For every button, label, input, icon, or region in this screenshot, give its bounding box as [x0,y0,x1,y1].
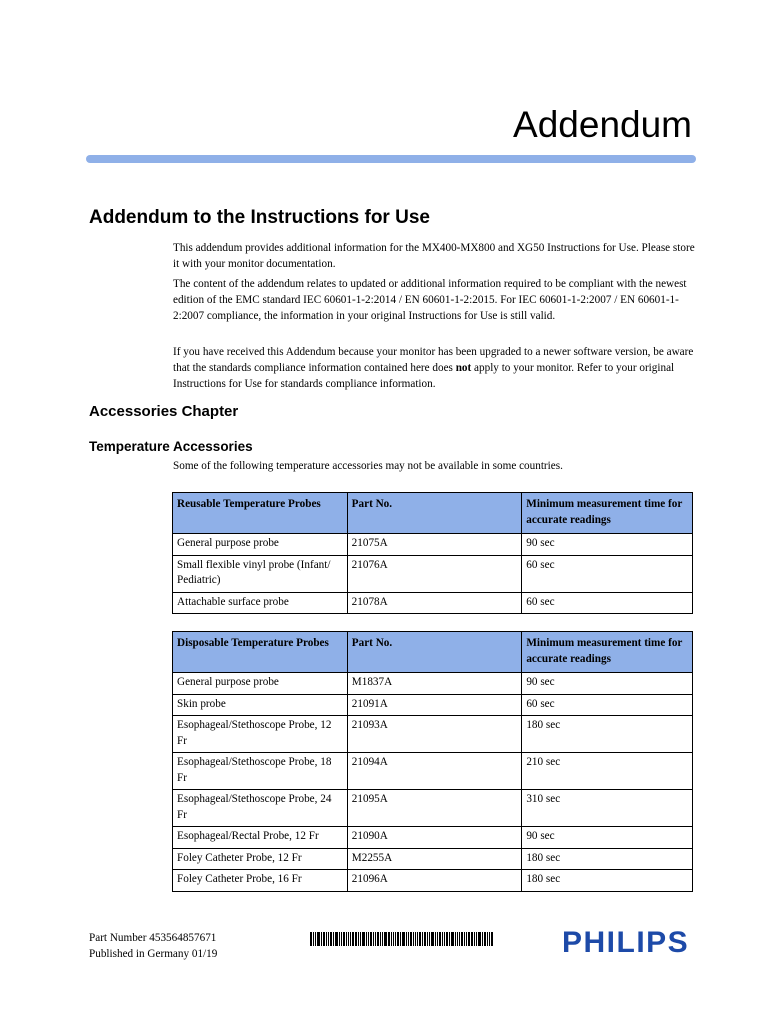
barcode-bar [449,932,450,946]
intro-paragraph-1: This addendum provides additional information for the MX400-MX800 and XG50 Instructions for Use. Please store it with your monitor documentation. [173,242,695,270]
barcode-bar [339,932,340,946]
barcode-bar [417,932,418,946]
barcode-bar [435,932,436,946]
barcode-bar [382,932,383,946]
barcode-bar [310,932,312,946]
barcode-bar [333,932,334,946]
barcode-bar [362,932,365,946]
subsection-heading: Temperature Accessories [89,439,253,454]
table-cell: 21076A [347,555,522,592]
barcode-bar [328,932,329,946]
barcode-bar [446,932,448,946]
barcode-bar [380,932,381,946]
barcode-bar [427,932,428,946]
table-header-cell: Reusable Temperature Probes [173,493,348,534]
barcode-bar [408,932,409,946]
barcode-bar [478,932,481,946]
table-cell: General purpose probe [173,534,348,556]
intro-paragraph-3-after: apply to your monitor. Refer to your original Instructions for Use for standards compliance information. [173,362,675,390]
table-row [173,870,693,892]
table-cell: Attachable surface probe [173,592,348,614]
barcode-bar [350,932,351,946]
table-cell: 21091A [347,694,522,716]
table-cell: 90 sec [522,534,693,556]
disposable-probes-table [172,631,693,892]
table-cell: 21090A [347,827,522,849]
barcode-bar [410,932,412,946]
barcode-bar [360,932,361,946]
table-cell: M1837A [347,673,522,695]
table-cell: 21096A [347,870,522,892]
page-title: Addendum [513,104,692,145]
table-header-cell: Part No. [347,493,522,534]
barcode-bar [444,932,445,946]
chapter-heading: Accessories Chapter [89,403,239,420]
barcode-bar [321,932,322,946]
table-cell: Esophageal/Stethoscope Probe, 24 Fr [173,790,348,827]
availability-note: Some of the following temperature accessories may not be available in some countries. [173,460,563,472]
table-cell: 21093A [347,716,522,753]
table-header-cell: Minimum measurement time for accurate readings [522,493,693,534]
barcode-bar [402,932,405,946]
section-heading: Addendum to the Instructions for Use [89,207,430,228]
barcode-bar [461,932,463,946]
barcode-bar [419,932,421,946]
table-cell: Foley Catheter Probe, 16 Fr [173,870,348,892]
barcode-bar [355,932,357,946]
barcode-bar [368,932,369,946]
table-cell: Esophageal/Stethoscope Probe, 18 Fr [173,753,348,790]
part-number: Part Number 453564857671 [89,932,217,944]
table-cell: 180 sec [522,848,693,870]
barcode-bar [313,932,314,946]
table-cell: 90 sec [522,827,693,849]
barcode-bar [415,932,416,946]
table-row [173,827,693,849]
barcode-bar [341,932,342,946]
title-divider [86,155,696,163]
table-cell: Skin probe [173,694,348,716]
barcode-bar [346,932,347,946]
intro-paragraph-3 [173,344,695,392]
barcode-bar [397,932,399,946]
table-row [173,716,693,753]
barcode-bar [424,932,426,946]
barcode-bar [384,932,387,946]
table-row [173,790,693,827]
published-info: Published in Germany 01/19 [89,948,218,960]
table-cell: Foley Catheter Probe, 12 Fr [173,848,348,870]
barcode-bar [393,932,394,946]
table-cell: 310 sec [522,790,693,827]
barcode-bar [395,932,396,946]
table-cell: 180 sec [522,870,693,892]
barcode-bar [476,932,477,946]
table-cell: 60 sec [522,555,693,592]
table-header-cell: Minimum measurement time for accurate readings [522,632,693,673]
table-cell: 21094A [347,753,522,790]
barcode-bar [468,932,470,946]
barcode-bar [487,932,488,946]
intro-paragraph-3-emphasis: not [455,362,472,374]
barcode-bar [343,932,345,946]
table-cell: 21075A [347,534,522,556]
barcode-bar [373,932,374,946]
table-row [173,592,693,614]
barcode-bar [471,932,473,946]
barcode-bar [330,932,332,946]
table-cell: 210 sec [522,753,693,790]
barcode-bar [455,932,456,946]
barcode-bar [431,932,434,946]
table-row [173,694,693,716]
barcode-bar [442,932,443,946]
barcode-bar [377,932,379,946]
barcode-bar [366,932,367,946]
barcode-bar [315,932,316,946]
table-row [173,673,693,695]
barcode-bar [358,932,359,946]
table-cell: M2255A [347,848,522,870]
barcode-bar [348,932,349,946]
table-cell: General purpose probe [173,673,348,695]
barcode-bar [400,932,401,946]
table-cell: 21095A [347,790,522,827]
barcode-bar [352,932,354,946]
barcode-bar [437,932,438,946]
barcode-bar [326,932,327,946]
barcode-bar [422,932,423,946]
barcode-bar [474,932,475,946]
barcode-bar [370,932,372,946]
table-header-cell: Disposable Temperature Probes [173,632,348,673]
barcode-bar [375,932,376,946]
barcode-bar [317,932,320,946]
table-cell: 60 sec [522,694,693,716]
table-cell: 90 sec [522,673,693,695]
barcode-bar [491,932,493,946]
barcode-bar [451,932,454,946]
barcode-bar [459,932,460,946]
table-header-cell: Part No. [347,632,522,673]
barcode-bar [439,932,441,946]
barcode-bar [489,932,490,946]
barcode-bar [335,932,338,946]
philips-logo: PHILIPS [562,926,690,959]
table-row [173,753,693,790]
barcode-bar [406,932,407,946]
barcode-bar [482,932,483,946]
table-header-row [173,632,693,673]
barcode-bar [457,932,458,946]
barcode-bar [464,932,465,946]
barcode-bar [429,932,430,946]
table-cell: 60 sec [522,592,693,614]
footer-info [89,930,217,962]
barcode-bar [388,932,390,946]
barcode-icon [310,932,516,946]
table-row [173,848,693,870]
table-cell: Small flexible vinyl probe (Infant/ Pediatric) [173,555,348,592]
table-row [173,534,693,556]
barcode-bar [391,932,392,946]
barcode-bar [323,932,325,946]
table-cell: 180 sec [522,716,693,753]
intro-paragraph-2: The content of the addendum relates to updated or additional information required to be compliant with the newest edition of the EMC standard IEC 60601-1-2:2014 / EN 60601-1-2:2015. For IEC 60601-1-2:2007 / EN 60601-1-2:2007 compliance, the information in your original Instructions for Use is still valid. [173,278,687,322]
reusable-probes-table [172,492,693,614]
table-row [173,555,693,592]
intro-paragraph-3-before: If you have received this Addendum because your monitor has been upgraded to a newer software version, be aware that the standards compliance information contained here does [173,346,694,374]
table-header-row [173,493,693,534]
table-cell: Esophageal/Stethoscope Probe, 12 Fr [173,716,348,753]
barcode-bar [466,932,467,946]
table-cell: 21078A [347,592,522,614]
table-cell: Esophageal/Rectal Probe, 12 Fr [173,827,348,849]
barcode-bar [413,932,414,946]
barcode-bar [484,932,486,946]
